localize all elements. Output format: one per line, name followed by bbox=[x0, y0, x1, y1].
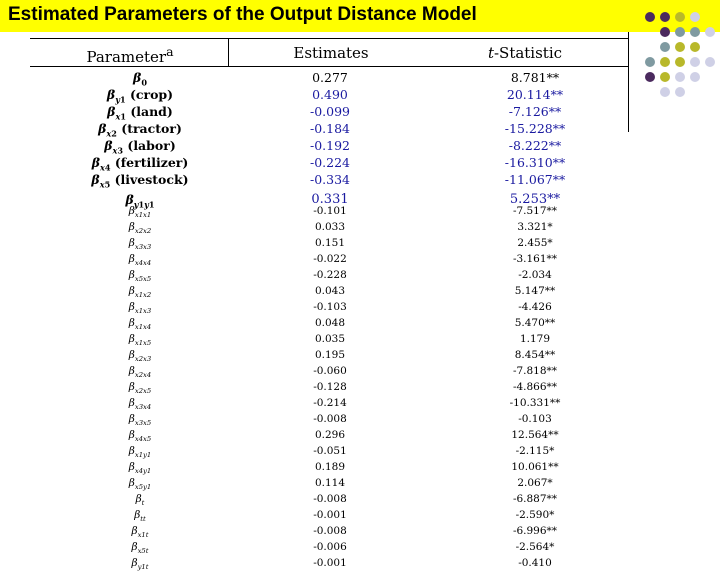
table-row-param: $\beta_{x1y1}$ bbox=[128, 445, 152, 460]
header-rule bbox=[30, 66, 628, 67]
table-row-param: $\beta_{y1y1}$ bbox=[125, 192, 155, 210]
t-cell: 8.781** bbox=[510, 70, 560, 85]
t-cell: 2.067* bbox=[517, 477, 553, 489]
table-row-param: $\beta_{x1x1}$ bbox=[128, 205, 152, 220]
table-row-param: $\beta_{x3x4}$ bbox=[128, 397, 152, 412]
t-cell: -2.564* bbox=[515, 541, 555, 553]
header-estimates: Estimates bbox=[293, 44, 369, 62]
t-cell: 5.147** bbox=[514, 285, 556, 297]
dot bbox=[660, 27, 670, 37]
est-cell: -0.022 bbox=[313, 253, 347, 265]
t-cell: -10.331** bbox=[509, 397, 561, 409]
table-row-param: $\beta_{x3}$ (labor) bbox=[104, 138, 176, 156]
dot bbox=[660, 87, 670, 97]
dot bbox=[645, 12, 655, 22]
est-cell: -0.051 bbox=[313, 445, 347, 457]
est-cell: -0.008 bbox=[313, 525, 347, 537]
t-cell: -4.426 bbox=[518, 301, 552, 313]
table-row-param: $\beta_{x1x5}$ bbox=[128, 333, 152, 348]
est-cell: 0.151 bbox=[314, 237, 346, 249]
est-cell: 0.277 bbox=[312, 70, 348, 85]
est-cell: 0.048 bbox=[314, 317, 346, 329]
est-cell: 0.189 bbox=[314, 461, 346, 473]
dot bbox=[660, 57, 670, 67]
est-cell: -0.001 bbox=[313, 557, 347, 569]
header-t-rest: -Statistic bbox=[493, 44, 563, 62]
title-bar bbox=[0, 0, 720, 32]
table-row-param: $\beta_{x2x2}$ bbox=[128, 221, 152, 236]
t-cell: 10.061** bbox=[511, 461, 559, 473]
est-col-second bbox=[250, 203, 410, 571]
header-t-statistic bbox=[440, 44, 610, 62]
est-cell: -0.101 bbox=[313, 205, 347, 217]
t-cell: 1.179 bbox=[519, 333, 551, 345]
dot bbox=[645, 57, 655, 67]
dot bbox=[660, 12, 670, 22]
est-col-main bbox=[250, 69, 410, 208]
header-parameter-text: Parameter bbox=[86, 48, 167, 66]
header-divider bbox=[228, 38, 229, 66]
t-cell: -2.115* bbox=[515, 445, 555, 457]
t-cell: 8.454** bbox=[514, 349, 556, 361]
table-row-param: $\beta_{x4x5}$ bbox=[128, 429, 152, 444]
t-cell: 12.564** bbox=[511, 429, 559, 441]
t-cell: 20.114** bbox=[506, 87, 564, 102]
table-row-param: $\beta_{x4}$ (fertilizer) bbox=[91, 155, 189, 173]
t-cell: 5.470** bbox=[514, 317, 556, 329]
dot bbox=[705, 27, 715, 37]
table-row-param: $\beta_0$ bbox=[133, 70, 147, 88]
slide-title: Estimated Parameters of the Output Distance Model bbox=[8, 4, 477, 25]
dot bbox=[705, 57, 715, 67]
dot bbox=[690, 12, 700, 22]
t-cell: 5.253** bbox=[509, 192, 561, 207]
est-cell: 0.033 bbox=[314, 221, 346, 233]
param-col-second bbox=[60, 203, 220, 571]
t-cell: -15.228** bbox=[504, 121, 566, 136]
dot bbox=[660, 42, 670, 52]
t-cell: -7.126** bbox=[508, 104, 562, 119]
dot bbox=[675, 87, 685, 97]
est-cell: -0.128 bbox=[313, 381, 347, 393]
est-cell: -0.228 bbox=[313, 269, 347, 281]
param-col-main bbox=[60, 69, 220, 208]
est-cell: 0.043 bbox=[314, 285, 346, 297]
t-cell: -2.590* bbox=[515, 509, 555, 521]
dot bbox=[690, 57, 700, 67]
table-top-rule bbox=[30, 38, 628, 39]
est-cell: 0.114 bbox=[314, 477, 346, 489]
table-row-param: $\beta_{x3x5}$ bbox=[128, 413, 152, 428]
t-cell: -11.067** bbox=[504, 172, 566, 187]
t-cell: -16.310** bbox=[504, 155, 566, 170]
header-parameter-sup: a bbox=[166, 44, 174, 59]
t-cell: -6.996** bbox=[512, 525, 558, 537]
table-row-param: $\beta_{x4x4}$ bbox=[128, 253, 152, 268]
decorative-dot-grid bbox=[640, 7, 720, 117]
t-cell: -2.034 bbox=[518, 269, 552, 281]
table-row-param: $\beta_{x2x5}$ bbox=[128, 381, 152, 396]
dot bbox=[690, 27, 700, 37]
t-cell: -6.887** bbox=[512, 493, 558, 505]
est-cell: -0.184 bbox=[309, 121, 350, 136]
header-parameter bbox=[40, 44, 220, 66]
table-row-param: $\beta_{x2x4}$ bbox=[128, 365, 152, 380]
table-row-param: $\beta_{x1t}$ bbox=[131, 525, 149, 540]
table-row-param: $\beta_{x4y1}$ bbox=[128, 461, 152, 476]
table-row-param: $\beta_{x1x2}$ bbox=[128, 285, 152, 300]
t-col-main bbox=[455, 69, 615, 208]
est-cell: 0.331 bbox=[311, 192, 349, 207]
header-t-italic: t bbox=[487, 44, 494, 62]
est-cell: -0.334 bbox=[309, 172, 350, 187]
dot bbox=[675, 27, 685, 37]
t-col-second bbox=[455, 203, 615, 571]
est-cell: 0.296 bbox=[314, 429, 346, 441]
table-row-param: $\beta_{x1x3}$ bbox=[128, 301, 152, 316]
est-cell: -0.103 bbox=[313, 301, 347, 313]
est-cell: -0.008 bbox=[313, 413, 347, 425]
table-row-param: $\beta_{x3x3}$ bbox=[128, 237, 152, 252]
est-cell: -0.099 bbox=[309, 104, 350, 119]
t-cell: -4.866** bbox=[512, 381, 558, 393]
est-cell: -0.008 bbox=[313, 493, 347, 505]
dot bbox=[675, 42, 685, 52]
est-cell: -0.224 bbox=[309, 155, 350, 170]
est-cell: -0.001 bbox=[313, 509, 347, 521]
est-cell: 0.195 bbox=[314, 349, 346, 361]
table-row-param: $\beta_{x2x3}$ bbox=[128, 349, 152, 364]
est-cell: -0.060 bbox=[313, 365, 347, 377]
est-cell: -0.192 bbox=[309, 138, 350, 153]
dot bbox=[690, 72, 700, 82]
dot bbox=[660, 72, 670, 82]
table-row-param: $\beta_{tt}$ bbox=[134, 509, 146, 524]
t-cell: -3.161** bbox=[512, 253, 558, 265]
table-row-param: $\beta_{x5y1}$ bbox=[128, 477, 152, 492]
table-row-param: $\beta_t$ bbox=[135, 493, 145, 508]
dot bbox=[675, 12, 685, 22]
t-cell: -7.517** bbox=[512, 205, 558, 217]
est-cell: -0.214 bbox=[313, 397, 347, 409]
table-row-param: $\beta_{x5}$ (livestock) bbox=[91, 172, 189, 190]
table-row-param: $\beta_{x5t}$ bbox=[131, 541, 149, 556]
t-cell: 3.321* bbox=[517, 221, 553, 233]
t-cell: -0.103 bbox=[518, 413, 552, 425]
dot bbox=[675, 57, 685, 67]
est-cell: 0.490 bbox=[312, 87, 348, 102]
table-row-param: $\beta_{x5x5}$ bbox=[128, 269, 152, 284]
dot bbox=[690, 42, 700, 52]
dot bbox=[675, 72, 685, 82]
table-row-param: $\beta_{x2}$ (tractor) bbox=[98, 121, 182, 139]
table-right-rule bbox=[628, 32, 629, 132]
dot bbox=[645, 72, 655, 82]
table-row-param: $\beta_{x1}$ (land) bbox=[107, 104, 173, 122]
t-cell: 2.455* bbox=[517, 237, 553, 249]
est-cell: 0.035 bbox=[314, 333, 346, 345]
est-cell: -0.006 bbox=[313, 541, 347, 553]
t-cell: -0.410 bbox=[518, 557, 552, 569]
table-row-param: $\beta_{y1}$ (crop) bbox=[106, 87, 174, 105]
table-row-param: $\beta_{x1x4}$ bbox=[128, 317, 152, 332]
table-row-param: $\beta_{y1t}$ bbox=[131, 557, 149, 572]
t-cell: -8.222** bbox=[508, 138, 562, 153]
t-cell: -7.818** bbox=[512, 365, 558, 377]
